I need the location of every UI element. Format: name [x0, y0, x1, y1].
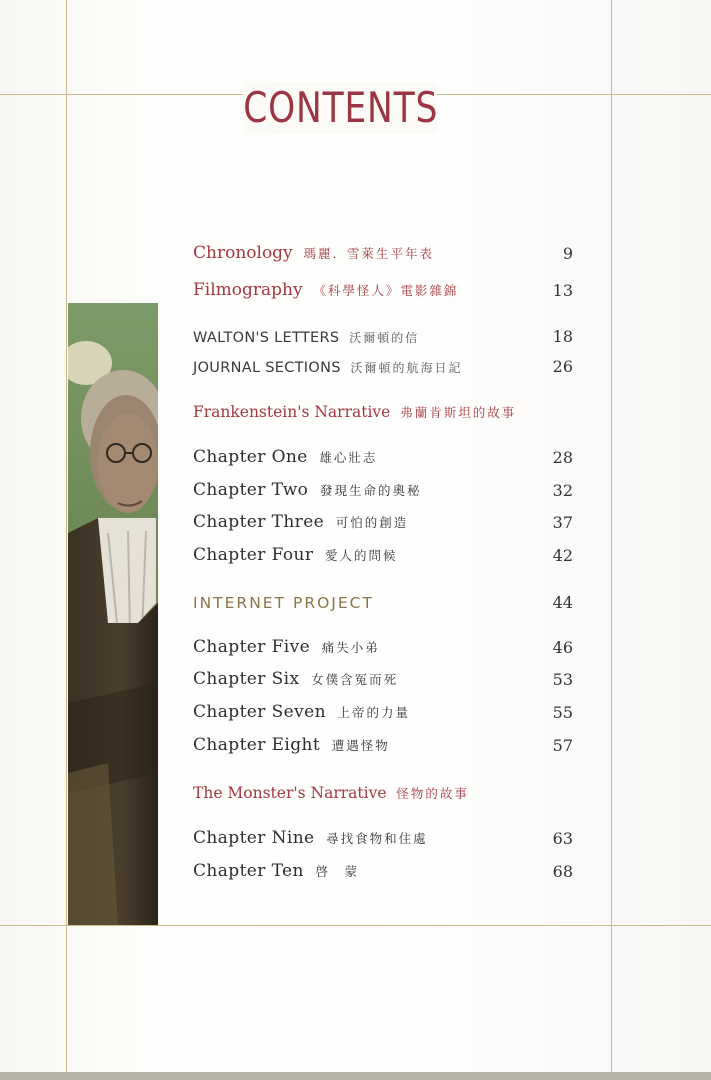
page-number: 32	[552, 481, 573, 500]
entry-title: Chapter Nine 尋找食物和住處	[193, 828, 428, 848]
frame-line-bottom	[0, 925, 711, 926]
toc-entry-chapter-nine[interactable]	[193, 824, 573, 852]
entry-title: Chapter Six 女僕含冤而死	[193, 669, 399, 689]
entry-chinese-title: 《科學怪人》電影雜錦	[313, 283, 459, 298]
toc-entry-chapter-two[interactable]	[193, 476, 573, 504]
page-edge	[0, 1072, 711, 1080]
entry-chinese-title: 雄心壯志	[319, 450, 378, 465]
page-number: 68	[552, 862, 573, 881]
toc-entry-journal-sections[interactable]	[193, 352, 573, 380]
entry-title: The Monster's Narrative 怪物的故事	[193, 784, 469, 802]
toc-entry-internet-project[interactable]	[193, 588, 573, 616]
page-title: CONTENTS	[243, 83, 439, 132]
frame-line-right	[611, 0, 612, 1072]
entry-chinese-title: 弗蘭肯斯坦的故事	[400, 405, 517, 420]
entry-chinese-title: 啓 蒙	[315, 864, 359, 879]
entry-title: Chapter Seven 上帝的力量	[193, 702, 411, 722]
entry-title: Frankenstein's Narrative 弗蘭肯斯坦的故事	[193, 403, 517, 421]
page-number: 18	[552, 327, 573, 346]
page-number: 46	[552, 638, 573, 657]
page-number: 55	[552, 703, 573, 722]
toc-entry-chapter-seven[interactable]	[193, 698, 573, 726]
entry-title: Filmography 《科學怪人》電影雜錦	[193, 280, 459, 300]
entry-chinese-title: 女僕含冤而死	[311, 672, 399, 687]
toc-entry-chapter-ten[interactable]	[193, 857, 573, 885]
entry-title: Chapter Eight 遭遇怪物	[193, 735, 390, 755]
frame-line-left	[66, 0, 67, 1072]
page-number: 57	[552, 736, 573, 755]
toc-entry-chapter-eight[interactable]	[193, 731, 573, 759]
entry-chinese-title: 可怕的創造	[335, 515, 409, 530]
entry-chinese-title: 遭遇怪物	[331, 738, 390, 753]
toc-entry-chapter-five[interactable]	[193, 633, 573, 661]
page-number: 53	[552, 670, 573, 689]
toc-entry-chapter-one[interactable]	[193, 443, 573, 471]
portrait-illustration	[68, 303, 158, 925]
entry-chinese-title: 上帝的力量	[337, 705, 411, 720]
entry-title: WALTON'S LETTERS 沃爾頓的信	[193, 330, 420, 346]
entry-chinese-title: 發現生命的奧秘	[319, 483, 422, 498]
entry-chinese-title: 沃爾頓的信	[349, 331, 420, 345]
entry-title: Chapter Five 痛失小弟	[193, 637, 380, 657]
toc-entry-chapter-six[interactable]	[193, 665, 573, 693]
page-number: 44	[552, 593, 573, 612]
entry-title: INTERNET PROJECT	[193, 594, 374, 612]
entry-title: Chapter Four 愛人的問候	[193, 545, 398, 565]
section-heading-frankensteins-narrative	[193, 397, 573, 425]
entry-chinese-title: 愛人的問候	[324, 548, 398, 563]
entry-title: Chapter Two 發現生命的奧秘	[193, 480, 422, 500]
portrait-figure-icon	[68, 303, 158, 925]
entry-title: Chronology 瑪麗．雪萊生平年表	[193, 243, 434, 263]
page-number: 37	[552, 513, 573, 532]
page-number: 63	[552, 829, 573, 848]
toc-entry-waltons-letters[interactable]	[193, 322, 573, 350]
entry-chinese-title: 沃爾頓的航海日記	[350, 361, 463, 375]
toc-entry-chapter-four[interactable]	[193, 541, 573, 569]
toc-entry-filmography[interactable]	[193, 276, 573, 304]
section-heading-monsters-narrative	[193, 778, 573, 806]
page-number: 9	[562, 244, 573, 263]
entry-title: Chapter One 雄心壯志	[193, 447, 378, 467]
page-number: 28	[552, 448, 573, 467]
entry-title: JOURNAL SECTIONS 沃爾頓的航海日記	[193, 360, 463, 376]
toc-entry-chronology[interactable]	[193, 239, 573, 267]
entry-title: Chapter Ten 啓 蒙	[193, 861, 359, 881]
entry-chinese-title: 瑪麗．雪萊生平年表	[303, 246, 434, 261]
toc-entry-chapter-three[interactable]	[193, 508, 573, 536]
entry-chinese-title: 怪物的故事	[396, 786, 469, 801]
entry-title: Chapter Three 可怕的創造	[193, 512, 409, 532]
page-number: 42	[552, 546, 573, 565]
entry-chinese-title: 尋找食物和住處	[326, 831, 428, 846]
page-number: 13	[552, 281, 573, 300]
entry-chinese-title: 痛失小弟	[321, 640, 380, 655]
page-number: 26	[552, 357, 573, 376]
